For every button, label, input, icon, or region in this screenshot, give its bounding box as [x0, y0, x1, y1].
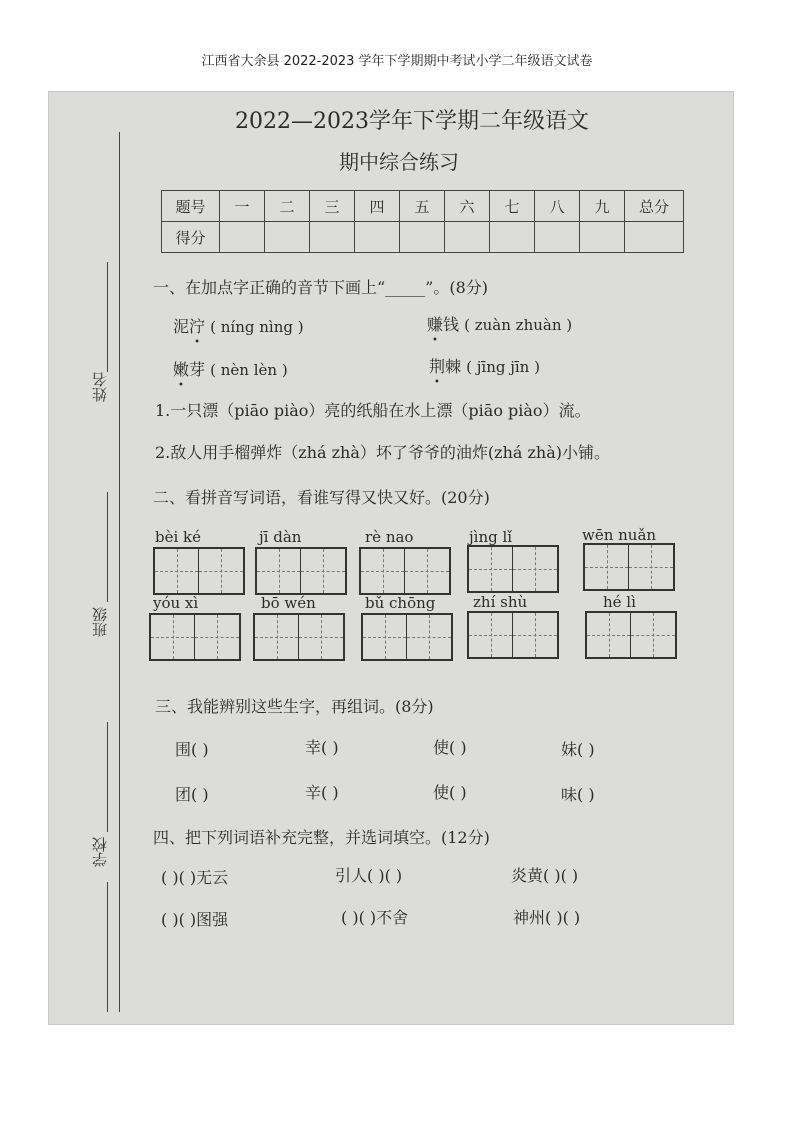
q1-title: 一、在加点字正确的音节下画上“_____”。(8分) — [153, 278, 489, 297]
q4-item[interactable]: ( )( )不舍 — [341, 908, 409, 927]
q2-writing-grid[interactable] — [585, 611, 677, 659]
class-label: 班级 — [91, 607, 109, 637]
score-header-cell: 三 — [310, 191, 355, 222]
score-input-cell[interactable] — [490, 222, 535, 253]
score-input-cell[interactable] — [265, 222, 310, 253]
score-input-cell[interactable] — [400, 222, 445, 253]
q2-pinyin: wēn nuǎn — [582, 526, 657, 544]
class-underline — [107, 492, 108, 602]
q1-sentence-1: 1.一只漂（piāo piào）亮的纸船在水上漂（piāo piào）流。 — [155, 401, 591, 420]
q1-dotted-char: 泞 — [189, 317, 206, 336]
q2-writing-grid[interactable] — [467, 611, 559, 659]
score-header-cell: 总分 — [625, 191, 684, 222]
q2-pinyin: bō wén — [261, 594, 316, 612]
score-header-cell: 八 — [535, 191, 580, 222]
page-title: 2022—2023学年下学期二年级语文 — [235, 109, 589, 134]
name-label: 姓名 — [91, 372, 109, 402]
score-header-cell: 六 — [445, 191, 490, 222]
q1-word — [173, 314, 304, 337]
q2-pinyin: yóu xì — [153, 594, 199, 612]
q4-item[interactable]: ( )( )无云 — [161, 868, 229, 887]
score-header-cell: 一 — [220, 191, 265, 222]
q2-pinyin: bèi ké — [155, 528, 202, 546]
binding-line — [119, 132, 120, 1012]
q2-pinyin: hé lì — [603, 593, 636, 611]
school-label: 学校 — [91, 837, 109, 867]
score-header-cell: 五 — [400, 191, 445, 222]
q1-options[interactable]: ( níng nìng ) — [210, 318, 304, 336]
score-input-cell[interactable] — [310, 222, 355, 253]
q1-word — [429, 354, 540, 377]
q1-options[interactable]: ( zuàn zhuàn ) — [464, 316, 573, 334]
q4-item[interactable]: 神州( )( ) — [513, 908, 581, 927]
q1-options[interactable]: ( nèn lèn ) — [210, 361, 288, 379]
score-header-cell: 题号 — [162, 191, 220, 222]
score-header-cell: 四 — [355, 191, 400, 222]
score-header-cell: 九 — [580, 191, 625, 222]
q1-options[interactable]: ( jīng jīn ) — [466, 358, 540, 376]
q1-word — [173, 357, 288, 380]
score-value-row — [162, 222, 684, 253]
q1-word-post: 棘 — [445, 357, 462, 376]
q2-writing-grid[interactable] — [583, 543, 675, 591]
score-input-cell[interactable] — [535, 222, 580, 253]
q3-item[interactable]: 辛( ) — [305, 783, 339, 802]
score-input-cell[interactable] — [220, 222, 265, 253]
q2-writing-grid[interactable] — [153, 547, 245, 595]
q4-item[interactable]: 炎黄( )( ) — [511, 866, 579, 885]
q2-title: 二、看拼音写词语，看谁写得又快又好。(20分) — [153, 488, 490, 507]
q3-item[interactable]: 团( ) — [175, 785, 209, 804]
name-underline — [107, 262, 108, 372]
bottom-underline — [107, 882, 108, 1012]
exam-photo — [48, 91, 734, 1025]
q1-word-post: 钱 — [443, 315, 460, 334]
q4-item[interactable]: ( )( )图强 — [161, 910, 229, 929]
score-header-cell: 七 — [490, 191, 535, 222]
q2-writing-grid[interactable] — [149, 613, 241, 661]
page-subtitle: 期中综合练习 — [339, 150, 459, 174]
q3-title: 三、我能辨别这些生字，再组词。(8分) — [155, 697, 434, 716]
q3-item[interactable]: 幸( ) — [305, 738, 339, 757]
q2-writing-grid[interactable] — [467, 545, 559, 593]
q2-pinyin: zhí shù — [473, 593, 528, 611]
q1-dotted-char: 荆 — [429, 357, 446, 376]
q2-pinyin: bǔ chōng — [365, 594, 436, 612]
q3-item[interactable]: 妹( ) — [561, 740, 595, 759]
q1-dotted-char: 嫩 — [173, 360, 190, 379]
q1-word-post: 芽 — [189, 360, 206, 379]
q3-item[interactable]: 使( ) — [433, 783, 467, 802]
q2-writing-grid[interactable] — [255, 547, 347, 595]
score-input-cell[interactable] — [355, 222, 400, 253]
score-header-row — [162, 191, 684, 222]
q3-item[interactable]: 围( ) — [175, 740, 209, 759]
q1-word-pre: 泥 — [173, 317, 190, 336]
q2-writing-grid[interactable] — [359, 547, 451, 595]
q1-dotted-char: 赚 — [427, 315, 444, 334]
document-caption: 江西省大余县 2022-2023 学年下学期期中考试小学二年级语文试卷 — [201, 54, 593, 69]
q2-pinyin: jī dàn — [259, 528, 302, 546]
score-input-cell[interactable] — [580, 222, 625, 253]
score-header-cell: 二 — [265, 191, 310, 222]
q2-writing-grid[interactable] — [253, 613, 345, 661]
q3-item[interactable]: 使( ) — [433, 738, 467, 757]
q3-item[interactable]: 味( ) — [561, 785, 595, 804]
q1-word — [427, 312, 572, 335]
score-input-cell[interactable] — [445, 222, 490, 253]
score-input-cell[interactable] — [625, 222, 684, 253]
score-row-label: 得分 — [162, 222, 220, 253]
q4-item[interactable]: 引人( )( ) — [335, 866, 403, 885]
q2-pinyin: jìng lǐ — [469, 528, 513, 546]
q4-title: 四、把下列词语补充完整，并选词填空。(12分) — [153, 828, 490, 847]
q1-sentence-2: 2.敌人用手榴弹炸（zhá zhà）坏了爷爷的油炸(zhá zhà)小铺。 — [155, 443, 611, 462]
school-underline — [107, 722, 108, 832]
q2-pinyin: rè nao — [365, 528, 414, 546]
q2-writing-grid[interactable] — [361, 613, 453, 661]
score-table — [161, 190, 684, 253]
